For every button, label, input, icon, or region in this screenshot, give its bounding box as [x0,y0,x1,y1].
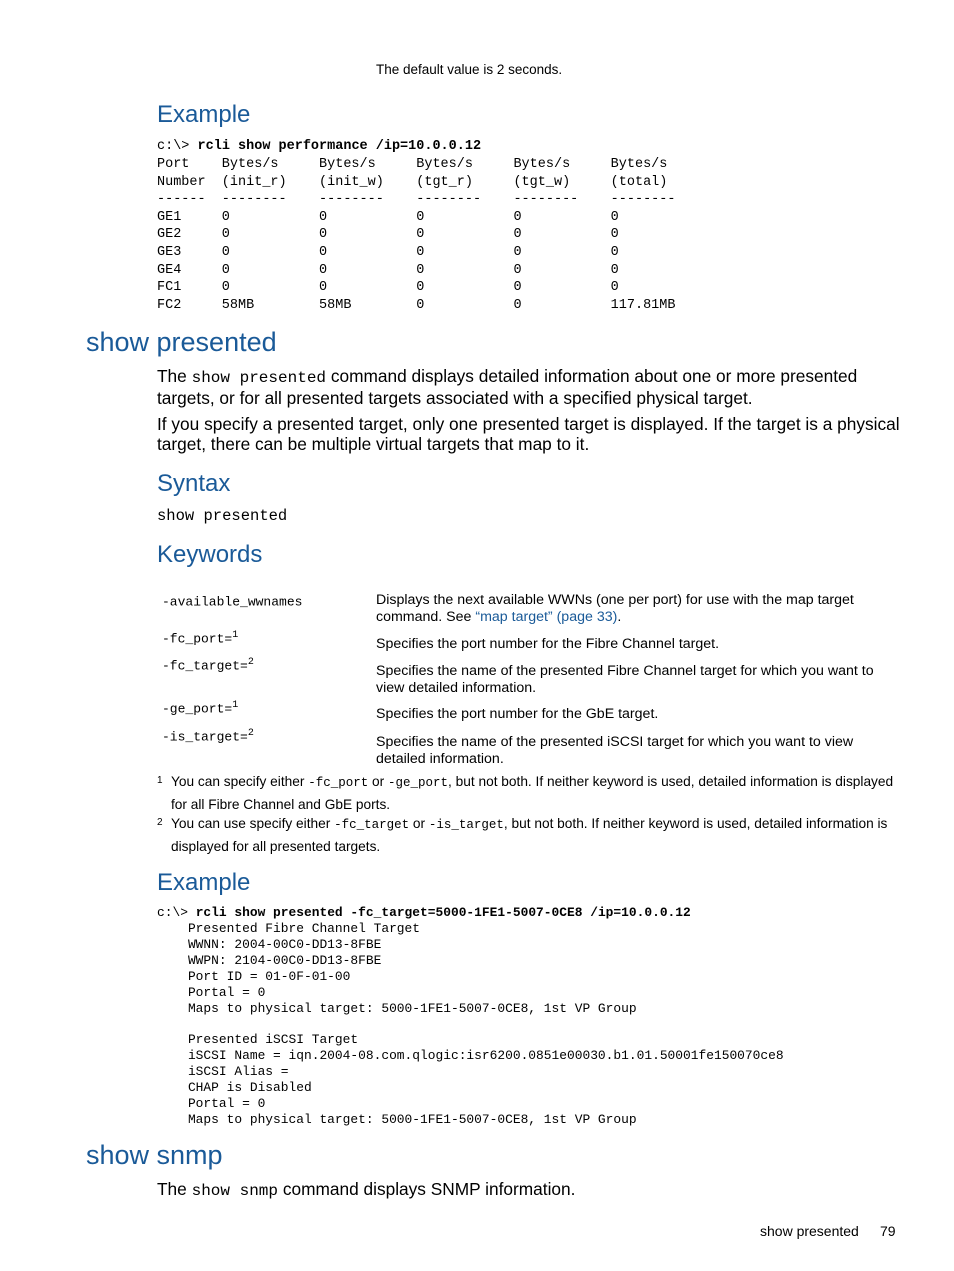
example-heading: Example [157,101,251,128]
syntax-code: show presented [157,507,288,525]
page-number: 79 [880,1223,896,1239]
presented-command-line: c:\> rcli show presented -fc_target=5000-1FE1-5007-0CE8 /ip=10.0.0.12 [157,905,691,920]
keywords-heading: Keywords [157,541,263,568]
syntax-heading: Syntax [157,470,231,497]
performance-command-line [157,138,481,156]
show-presented-heading: show presented [86,327,277,357]
keyword-name: -available_wwnames [162,594,303,610]
default-value-note: The default value is 2 seconds. [376,62,563,77]
presented-output: Presented Fibre Channel Target WWNN: 2004-00C0-DD13-8FBE WWPN: 2104-00C0-DD13-8FBE Port ID = 01-0F-01-00 Portal = 0 Maps to physical target: 5000-1FE1-5007-0CE8, 1st VP Group Presented iSCSI Target iSCSI Name = iqn.2004-08.com.qlogic:isr6200.0851e00030.b1.01.50001fe150070ce8 iSCSI Alias = CHAP is Disabled Portal = 0 Maps to physical target: 5000-1FE1-5007-0CE8, 1st VP Group [187,921,784,1127]
keyword-name: -is_target=$^2$ [162,728,254,745]
keyword-description: Specifies the port number for the Fibre Channel target. [376,636,720,652]
performance-output: Port Bytes/s Bytes/s Bytes/s Bytes/s Bytes/s Number (init_r) (init_w) (tgt_r) (tgt_w) (total) ------ -------- -------- -------- -------- -------- GE1 0 0 0 0 0 GE2 0 0 0 0 0 GE3 0 0 0 0 0 GE4 0 0 0 0 0 FC1 0 0 0 0 0 FC2 58MB 58MB 0 0 117.81MB [157,157,676,313]
map-target-link[interactable]: “map target” (page 33) [475,609,618,625]
keyword-name: -fc_target=$^2$ [162,657,254,674]
keyword-description: Specifies the port number for the GbE target. [376,706,659,722]
inline-code: show presented [191,369,327,387]
command-prompt: c:\> [157,139,198,154]
keyword-name: -ge_port=$^1$ [162,700,239,717]
keyword-description: Displays the next available WWNs (one per port) for use with the map target command. See “map target” (page 33). [376,592,854,625]
footer-section-title: show presented [760,1223,859,1239]
keyword-name: -fc_port=$^1$ [162,630,239,647]
show-presented-description: The show presented command displays detailed information about one or more presented targets, or for all presented targets associated with a specified physical target. [157,366,858,408]
keyword-description: Specifies the name of the presented iSCSI target for which you want to view detailed information. [376,734,854,767]
show-snmp-description: The show snmp command displays SNMP information. [157,1179,576,1200]
command-text: rcli show performance /ip=10.0.0.12 [197,139,482,154]
presented-example-heading: Example [157,869,251,896]
show-snmp-heading: show snmp [86,1140,223,1170]
keyword-description: Specifies the name of the presented Fibre Channel target for which you want to view detailed information. [376,663,874,696]
show-presented-note: If you specify a presented target, only one presented target is displayed. If the target is a physical target, there can be multiple virtual targets that map to it. [157,414,900,454]
